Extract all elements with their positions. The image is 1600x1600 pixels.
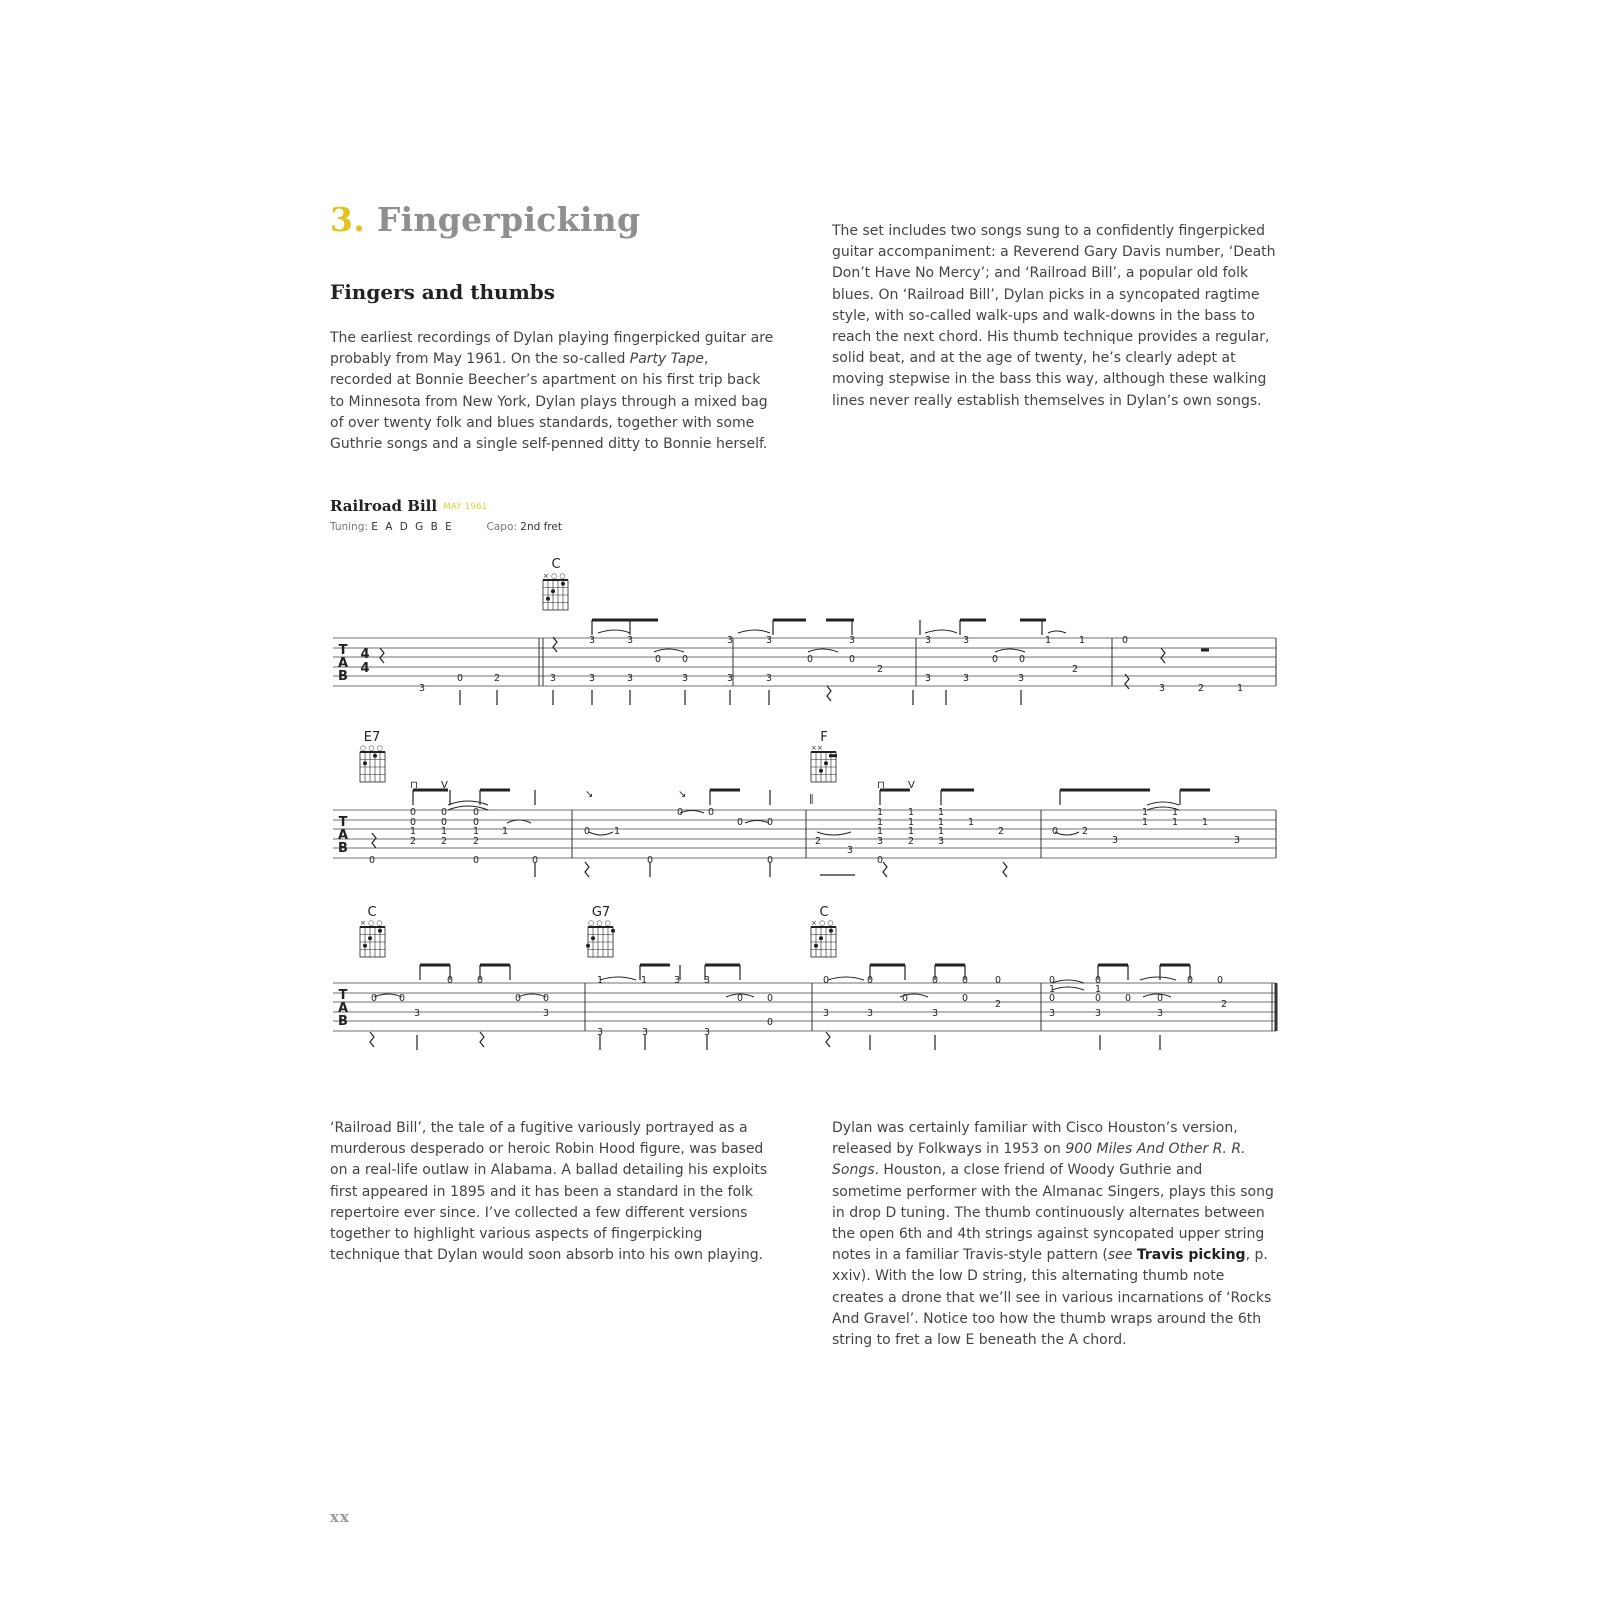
svg-text:3: 3 [588, 635, 596, 646]
svg-text:0: 0 [446, 975, 454, 986]
svg-text:1: 1 [596, 975, 604, 986]
svg-text:0: 0 [398, 993, 406, 1004]
svg-text:V: V [441, 780, 448, 791]
svg-text:2: 2 [409, 836, 417, 847]
svg-text:2: 2 [1220, 999, 1228, 1010]
ties [374, 630, 1179, 997]
svg-text:2: 2 [1197, 683, 1205, 694]
svg-text:2: 2 [997, 826, 1005, 837]
svg-text:1: 1 [613, 826, 621, 837]
svg-text:1: 1 [937, 807, 945, 818]
chord-label: C [551, 557, 561, 572]
chord-diagram-g7 [586, 905, 615, 957]
svg-text:3: 3 [726, 635, 734, 646]
svg-text:0: 0 [654, 654, 662, 665]
svg-text:1: 1 [1094, 984, 1102, 995]
svg-text:2: 2 [814, 836, 822, 847]
svg-text:3: 3 [626, 673, 634, 684]
svg-text:1: 1 [876, 817, 884, 828]
stroke-marks [410, 780, 915, 805]
svg-text:0: 0 [409, 807, 417, 818]
chord-label: C [819, 905, 829, 920]
svg-text:0: 0 [476, 975, 484, 986]
svg-text:0: 0 [806, 654, 814, 665]
svg-text:0: 0 [1186, 975, 1194, 986]
section-title: Fingers and thumbs [330, 280, 555, 304]
svg-text:0: 0 [472, 807, 480, 818]
svg-text:0: 0 [1018, 654, 1026, 665]
svg-text:1: 1 [876, 807, 884, 818]
page-number: xx [330, 1508, 350, 1526]
svg-text:3: 3 [596, 1027, 604, 1038]
svg-text:× ○ ○: × ○ ○ [811, 919, 834, 927]
svg-text:∥: ∥ [809, 794, 814, 805]
svg-text:0: 0 [583, 826, 591, 837]
svg-text:1: 1 [1078, 635, 1086, 646]
svg-text:3: 3 [673, 975, 681, 986]
svg-text:0: 0 [409, 817, 417, 828]
capo-value: 2nd fret [520, 521, 562, 533]
svg-text:4: 4 [360, 661, 370, 676]
svg-text:3: 3 [1233, 835, 1241, 846]
chord-label: G7 [591, 905, 611, 920]
svg-text:1: 1 [907, 807, 915, 818]
svg-text:T: T [338, 643, 348, 658]
svg-text:3: 3 [765, 673, 773, 684]
svg-text:0: 0 [1051, 826, 1059, 837]
svg-text:B: B [338, 1014, 348, 1029]
svg-text:0: 0 [766, 855, 774, 866]
svg-text:3: 3 [962, 635, 970, 646]
svg-text:1: 1 [967, 817, 975, 828]
svg-text:4: 4 [360, 647, 370, 662]
chapter-title: Fingerpicking [376, 200, 641, 239]
svg-text:T: T [338, 988, 348, 1003]
svg-text:0: 0 [931, 975, 939, 986]
svg-text:3: 3 [413, 1008, 421, 1019]
svg-text:1: 1 [1048, 984, 1056, 995]
svg-text:3: 3 [641, 1027, 649, 1038]
svg-text:1: 1 [640, 975, 648, 986]
svg-text:↘: ↘ [585, 789, 594, 800]
svg-text:0: 0 [542, 993, 550, 1004]
svg-text:0: 0 [766, 817, 774, 828]
svg-text:1: 1 [1044, 635, 1052, 646]
svg-text:0: 0 [1156, 993, 1164, 1004]
svg-text:3: 3 [703, 975, 711, 986]
svg-text:2: 2 [1081, 826, 1089, 837]
svg-text:↘: ↘ [678, 789, 687, 800]
svg-text:B: B [338, 841, 348, 856]
svg-text:0: 0 [472, 817, 480, 828]
svg-text:3: 3 [876, 836, 884, 847]
chord-diagram-f [811, 730, 837, 782]
svg-text:0: 0 [766, 1017, 774, 1028]
svg-text:0: 0 [991, 654, 999, 665]
svg-text:3: 3 [1048, 1008, 1056, 1019]
svg-text:A: A [337, 828, 349, 843]
svg-text:3: 3 [549, 673, 557, 684]
song-date: MAY 1961 [443, 502, 488, 512]
svg-text:0: 0 [1048, 993, 1056, 1004]
svg-text:0: 0 [646, 855, 654, 866]
svg-text:0: 0 [961, 975, 969, 986]
svg-text:0: 0 [1094, 975, 1102, 986]
svg-text:××: ×× [811, 744, 823, 752]
svg-text:1: 1 [876, 826, 884, 837]
svg-text:A: A [337, 1001, 349, 1016]
svg-text:0: 0 [766, 993, 774, 1004]
svg-text:V: V [908, 780, 915, 791]
svg-text:2: 2 [472, 836, 480, 847]
svg-text:3: 3 [1156, 1008, 1164, 1019]
svg-text:2: 2 [440, 836, 448, 847]
svg-text:1: 1 [501, 826, 509, 837]
svg-text:3: 3 [626, 635, 634, 646]
svg-text:0: 0 [472, 855, 480, 866]
svg-text:3: 3 [765, 635, 773, 646]
svg-text:1: 1 [1171, 807, 1179, 818]
tuning-value: E A D G B E [371, 521, 454, 533]
svg-text:× ○ ○: × ○ ○ [543, 572, 566, 580]
svg-text:3: 3 [703, 1027, 711, 1038]
svg-text:3: 3 [1094, 1008, 1102, 1019]
intro-paragraph: The earliest recordings of Dylan playing fingerpicked guitar are probably from May 1961. On the so-called Party Tape, recorded at Bonnie Beecher’s apartment on his first trip back to Minnesota from New York, Dylan plays through a mixed bag of over twenty folk and blues standards, together with some Guthrie songs and a single self-penned ditty to Bonnie herself. [330, 330, 774, 453]
svg-text:0: 0 [681, 654, 689, 665]
svg-text:1: 1 [1171, 817, 1179, 828]
svg-text:2: 2 [994, 999, 1002, 1010]
chord-diagram-e7 [360, 730, 385, 782]
chord-diagram-c-3 [811, 905, 836, 957]
svg-text:1: 1 [937, 817, 945, 828]
svg-text:0: 0 [456, 673, 464, 684]
svg-text:⊓: ⊓ [410, 780, 418, 791]
svg-text:2: 2 [1071, 664, 1079, 675]
bottom-right-paragraph: Dylan was certainly familiar with Cisco Houston’s version, released by Folkways in 1953 on 900 Miles And Other R. R. Songs. Houston, a close friend of Woody Guthrie and sometime performer with the Almanac Singers, plays this song in drop D tuning. The thumb continuously alternates between the open 6th and 4th strings against syncopated upper string notes in a familiar Travis-style pattern (see Travis picking, p. xxiv). With the low D string, this alternating thumb note creates a drone that we’ll see in various incarnations of ‘Rocks And Gravel’. Notice too how the thumb wraps around the 6th string to fret a low E beneath the A chord. [832, 1120, 1274, 1349]
svg-text:3: 3 [931, 1008, 939, 1019]
chord-label: F [820, 730, 828, 745]
svg-text:1: 1 [907, 817, 915, 828]
svg-text:A: A [337, 656, 349, 671]
svg-text:3: 3 [588, 673, 596, 684]
svg-text:0: 0 [440, 807, 448, 818]
svg-text:0: 0 [514, 993, 522, 1004]
svg-text:3: 3 [924, 673, 932, 684]
svg-text:2: 2 [876, 664, 884, 675]
tab-staff-1 [333, 638, 1276, 686]
svg-text:1: 1 [409, 826, 417, 837]
svg-text:0: 0 [1094, 993, 1102, 1004]
svg-text:0: 0 [707, 807, 715, 818]
svg-text:0: 0 [736, 993, 744, 1004]
svg-text:1: 1 [1141, 817, 1149, 828]
svg-text:0: 0 [531, 855, 539, 866]
song-title: Railroad Bill [330, 497, 438, 515]
svg-text:3: 3 [962, 673, 970, 684]
svg-text:3: 3 [924, 635, 932, 646]
svg-text:○ ○ ○: ○ ○ ○ [360, 744, 383, 752]
svg-text:1: 1 [937, 826, 945, 837]
svg-text:1: 1 [1236, 683, 1244, 694]
svg-text:0: 0 [866, 975, 874, 986]
chord-diagram-c-2 [360, 905, 385, 957]
svg-text:1: 1 [1141, 807, 1149, 818]
svg-text:0: 0 [370, 993, 378, 1004]
svg-text:1: 1 [1201, 817, 1209, 828]
chord-label: C [367, 905, 377, 920]
svg-text:0: 0 [1124, 993, 1132, 1004]
svg-text:T: T [338, 815, 348, 830]
tab-staff-3 [333, 983, 1276, 1031]
svg-text:1: 1 [907, 826, 915, 837]
svg-text:0: 0 [440, 817, 448, 828]
svg-text:○ ○ ○: ○ ○ ○ [588, 919, 611, 927]
svg-text:0: 0 [676, 807, 684, 818]
svg-text:0: 0 [368, 855, 376, 866]
svg-text:3: 3 [726, 673, 734, 684]
svg-text:3: 3 [542, 1008, 550, 1019]
svg-text:3: 3 [681, 673, 689, 684]
right-paragraph: The set includes two songs sung to a confidently fingerpicked guitar accompaniment: a Reverend Gary Davis number, ‘Death Don’t Have No Mercy’; and ‘Railroad Bill’, a popular old folk blues. On ‘Railroad Bill’, Dylan picks in a syncopated ragtime style, with so-called walk-ups and walk-downs in the bass to reach the next chord. His thumb technique provides a regular, solid beat, and at the age of twenty, he’s clearly adept at moving stepwise in the bass this way, although these walking lines never really establish themselves in Dylan’s own songs. [832, 223, 1276, 409]
svg-text:0: 0 [994, 975, 1002, 986]
svg-text:1: 1 [472, 826, 480, 837]
svg-text:0: 0 [961, 993, 969, 1004]
svg-text:3: 3 [1158, 683, 1166, 694]
svg-text:B: B [338, 669, 348, 684]
svg-text:0: 0 [736, 817, 744, 828]
svg-text:0: 0 [876, 855, 884, 866]
svg-text:0: 0 [1121, 635, 1129, 646]
svg-text:3: 3 [822, 1008, 830, 1019]
svg-text:2: 2 [493, 673, 501, 684]
svg-text:2: 2 [907, 836, 915, 847]
svg-text:1: 1 [440, 826, 448, 837]
svg-text:0: 0 [848, 654, 856, 665]
svg-text:3: 3 [866, 1008, 874, 1019]
svg-text:⊓: ⊓ [877, 780, 885, 791]
svg-text:3: 3 [846, 845, 854, 856]
svg-text:3: 3 [418, 683, 426, 694]
tab-clef [338, 643, 348, 1029]
bottom-left-paragraph: ‘Railroad Bill’, the tale of a fugitive variously portrayed as a murderous desperado or heroic Robin Hood figure, was based on a real-life outlaw in Alabama. A ballad detailing his exploits first appeared in 1895 and it has been a standard in the folk repertoire ever since. I’ve collected a few different versions together to highlight various aspects of fingerpicking technique that Dylan would soon absorb into his own playing. [330, 1120, 768, 1264]
chord-diagram-c-1 [543, 557, 568, 610]
tuning-label: Tuning: [330, 521, 368, 533]
svg-text:3: 3 [1111, 835, 1119, 846]
capo-label: Capo: [486, 521, 517, 533]
svg-text:× ○ ○: × ○ ○ [360, 919, 383, 927]
svg-text:3: 3 [937, 836, 945, 847]
svg-text:0: 0 [901, 993, 909, 1004]
svg-text:3: 3 [1017, 673, 1025, 684]
svg-text:0: 0 [1048, 975, 1056, 986]
time-signature [360, 647, 369, 676]
svg-text:0: 0 [822, 975, 830, 986]
svg-text:3: 3 [848, 635, 856, 646]
chapter-number: 3. [330, 200, 366, 239]
svg-text:0: 0 [1216, 975, 1224, 986]
chord-label: E7 [363, 730, 381, 745]
